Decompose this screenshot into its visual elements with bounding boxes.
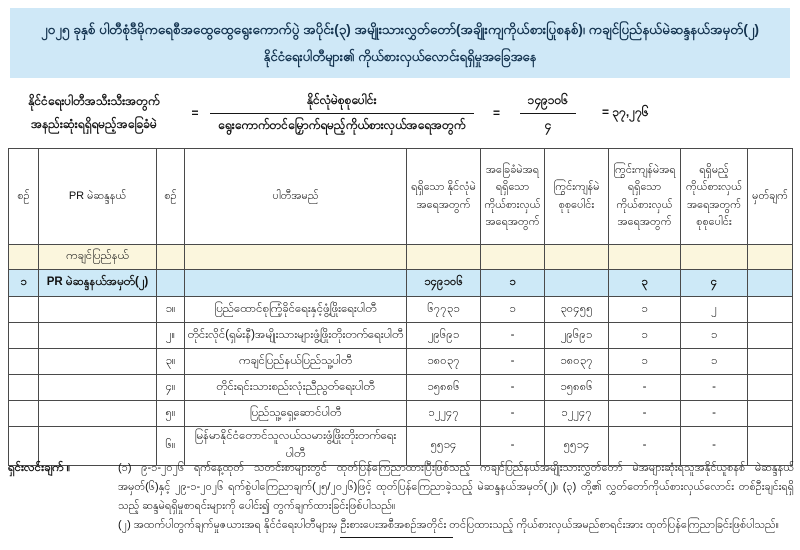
formula-label-line2: အနည်းဆုံးရရှိရမည့်အခြေခံမဲ — [31, 117, 157, 131]
col-header-base-vote-reps: အခြေခံမဲအရ ရရှိသော ကိုယ်စားလှယ် အရေအတွက် — [481, 149, 545, 245]
party-remaining-votes: ၅၅၁၄ — [545, 427, 609, 466]
end-divider-line — [340, 537, 453, 538]
cell-empty — [609, 245, 681, 270]
summary-base-reps: ၁ — [481, 270, 545, 297]
party-serial: ၂။ — [157, 323, 185, 349]
fraction-numerator: နိုင်လုံမဲစုစုပေါင်း — [306, 93, 377, 108]
quota-formula — [8, 84, 792, 142]
summary-remaining-reps: ၃ — [609, 270, 681, 297]
party-row — [9, 297, 793, 323]
table-header-row — [9, 149, 793, 245]
summary-votes: ၁၄၉၁၀၆ — [407, 270, 481, 297]
party-remaining-reps: ၁ — [609, 349, 681, 375]
cell-empty — [9, 349, 39, 375]
cell-empty — [185, 270, 407, 297]
summary-serial: ၁ — [9, 270, 39, 297]
party-serial: ၅။ — [157, 401, 185, 427]
party-votes: ၂၉၆၉၁ — [407, 323, 481, 349]
cell-empty — [39, 349, 157, 375]
col-header-pr-constituency: PR မဲဆန္ဒနယ် — [39, 149, 157, 245]
party-total-reps: - — [681, 401, 748, 427]
summary-remark — [748, 270, 793, 297]
title-banner — [10, 8, 790, 78]
party-remaining-votes: ၃၀၄၅၅ — [545, 297, 609, 323]
party-row — [9, 323, 793, 349]
formula-fraction — [210, 91, 474, 134]
cell-empty — [185, 245, 407, 270]
party-row — [9, 401, 793, 427]
formula-label — [8, 90, 180, 136]
party-remark — [748, 401, 793, 427]
party-name: ကချင်ပြည်နယ်ပြည်သူ့ပါတီ — [185, 349, 407, 375]
notes-body — [118, 459, 794, 535]
party-serial: ၃။ — [157, 349, 185, 375]
party-name: တိုင်းရင်းသားစည်းလုံးညီညွတ်ရေးပါတီ — [185, 375, 407, 401]
party-remark — [748, 323, 793, 349]
col-header-serial2: စဉ် — [157, 149, 185, 245]
party-base-reps: - — [481, 375, 545, 401]
cell-empty — [9, 323, 39, 349]
col-header-serial: စဉ် — [9, 149, 39, 245]
value-denominator: ၄ — [520, 113, 577, 135]
party-name: တိုင်းလိုင်(ရှမ်းနီ)အမျိုးသားများဖွံ့ဖြိုးတိုးတက်ရေးပါတီ — [185, 323, 407, 349]
cell-empty — [39, 297, 157, 323]
party-remaining-reps: - — [609, 401, 681, 427]
results-table — [8, 148, 793, 466]
page-title-line1: ၂၀၂၅ ခုနှစ် ပါတီစုံဒီမိုကရေစီအထွေထွေရွေးကောက်ပွဲ အပိုင်း(၃) အမျိုးသားလွှတ်တော်(အချိုးကျကိုယ်စားပြုစနစ်)၊ ကချင်ပြည်နယ်မဲဆန္ဒနယ်အမှတ်(၂) — [41, 21, 759, 37]
party-votes: ၆၇၇၃၁ — [407, 297, 481, 323]
party-name: ပြည်ထောင်စုကြံ့ခိုင်ရေးနှင့်ဖွံ့ဖြိုးရေးပါတီ — [185, 297, 407, 323]
party-serial: ၄။ — [157, 375, 185, 401]
party-remaining-reps: ၁ — [609, 297, 681, 323]
state-row — [9, 245, 793, 270]
party-total-reps: ၁ — [681, 323, 748, 349]
party-row — [9, 375, 793, 401]
fraction-denominator: ရွေးကောက်တင်မြှောက်ရမည့်ကိုယ်စားလှယ်အရေအတွက် — [210, 113, 474, 135]
note-item-2: (၂) အထက်ပါတွက်ချက်မှုဇယားအရ နိုင်ငံရေးပါတီများမှ ဦးစားပေးအစီအစဉ်အတိုင်း တင်ပြထားသည့် ကိုယ်စားလှယ်အမည်စာရင်းအား ထုတ်ပြန်ကြေညာခြင်းဖြစ်ပါသည်။ — [118, 518, 779, 531]
cell-empty — [9, 245, 39, 270]
party-remaining-reps: - — [609, 375, 681, 401]
cell-empty — [9, 375, 39, 401]
cell-empty — [681, 245, 748, 270]
party-remark — [748, 349, 793, 375]
cell-empty — [157, 245, 185, 270]
party-votes: ၁၈၀၃၇ — [407, 349, 481, 375]
summary-constituency: PR မဲဆန္ဒနယ်အမှတ်(၂) — [39, 270, 157, 297]
quota-result: = ၃၇,၂၇၆ — [602, 105, 649, 119]
party-row — [9, 349, 793, 375]
cell-empty — [545, 245, 609, 270]
cell-empty — [407, 245, 481, 270]
party-votes: ၁၂၂၄၇ — [407, 401, 481, 427]
party-base-reps: - — [481, 401, 545, 427]
party-serial: ၆။ — [157, 427, 185, 466]
party-base-reps: - — [481, 323, 545, 349]
col-header-winning-votes: ရရှိသော နိုင်လုံမဲ အရေအတွက် — [407, 149, 481, 245]
party-remark — [748, 375, 793, 401]
party-remaining-votes: ၁၅၈၈၆ — [545, 375, 609, 401]
cell-empty — [39, 323, 157, 349]
party-remaining-votes: ၂၉၆၉၁ — [545, 323, 609, 349]
party-base-reps: - — [481, 349, 545, 375]
party-base-reps: ၁ — [481, 297, 545, 323]
party-total-reps: - — [681, 427, 748, 466]
party-remaining-votes: ၁၂၂၄၇ — [545, 401, 609, 427]
cell-empty — [9, 297, 39, 323]
col-header-remark: မှတ်ချက် — [748, 149, 793, 245]
explanatory-notes — [8, 459, 794, 535]
cell-empty — [39, 401, 157, 427]
equals-sign: = — [191, 106, 199, 120]
value-fraction — [520, 91, 577, 134]
party-total-reps: - — [681, 375, 748, 401]
col-header-party-name: ပါတီအမည် — [185, 149, 407, 245]
party-remaining-reps: - — [609, 427, 681, 466]
party-name: မြန်မာနိုင်ငံတောင်သူလယ်သမားဖွံ့ဖြိုးတိုးတက်ရေးပါတီ — [185, 427, 407, 466]
formula-label-line1: နိုင်ငံရေးပါတီအသီးသီးအတွက် — [28, 94, 160, 109]
cell-empty — [9, 401, 39, 427]
party-total-reps: ၂ — [681, 297, 748, 323]
cell-empty — [481, 245, 545, 270]
cell-empty — [748, 245, 793, 270]
party-votes: ၅၅၁၄ — [407, 427, 481, 466]
summary-remaining-votes — [545, 270, 609, 297]
party-base-reps: - — [481, 427, 545, 466]
party-votes: ၁၅၈၈၆ — [407, 375, 481, 401]
party-remaining-reps: ၁ — [609, 323, 681, 349]
page-title-line2: နိုင်ငံရေးပါတီများ၏ ကိုယ်စားလှယ်လောင်းရရှိမှုအခြေအနေ — [263, 48, 537, 64]
col-header-remaining-vote-reps: ကြွင်းကျန်မဲအရ ရရှိသော ကိုယ်စားလှယ် အရေအတွက် — [609, 149, 681, 245]
value-numerator: ၁၄၉၁၀၆ — [527, 93, 568, 108]
col-header-total-reps: ရရှိမည့် ကိုယ်စားလှယ် အရေအတွက် စုစုပေါင်း — [681, 149, 748, 245]
col-header-remaining-votes: ကြွင်းကျန်မဲ စုစုပေါင်း — [545, 149, 609, 245]
party-remaining-votes: ၁၈၀၃၇ — [545, 349, 609, 375]
party-total-reps: ၁ — [681, 349, 748, 375]
equals-sign: = — [492, 106, 500, 120]
cell-empty — [39, 375, 157, 401]
constituency-summary-row — [9, 270, 793, 297]
notes-label: ရှင်းလင်းချက် ။ — [8, 462, 71, 474]
party-name: ပြည်သူ့ရှေ့ဆောင်ပါတီ — [185, 401, 407, 427]
party-remark — [748, 297, 793, 323]
note-item-1: (၁) ၉-၁-၂၀၂၆ ရက်နေ့ထုတ် သတင်းစာများတွင် ထုတ်ပြန်ကြေညာထားပြီးဖြစ်သည့် ကချင်ပြည်နယ်အမျိုးသားလွှတ်တော် မဲအများဆုံးရသူအနိုင်ယူစနစ် မဲဆန္ဒနယ်အမှတ်(၆)နှင့် ၂၉-၁-၂၀၂၆ ရက်စွဲပါကြေညာချက်(၂၅/၂၀၂၆)ဖြင့် ထုတ်ပြန်ကြေညာခဲ့သည့် မဲဆန္ဒနယ်အမှတ်(၂)၊ (၃) တို့၏ လွှတ်တော်ကိုယ်စားလှယ်လောင်း တစ်ဦးချင်းရရှိသည့် ဆန္ဒမဲရရှိမှုစာရင်းများကို ပေါင်း၍ တွက်ချက်ထားခြင်းဖြစ်ပါသည်။ — [118, 462, 794, 512]
cell-empty — [157, 270, 185, 297]
state-name: ကချင်ပြည်နယ် — [39, 245, 157, 270]
party-serial: ၁။ — [157, 297, 185, 323]
summary-total-reps: ၄ — [681, 270, 748, 297]
